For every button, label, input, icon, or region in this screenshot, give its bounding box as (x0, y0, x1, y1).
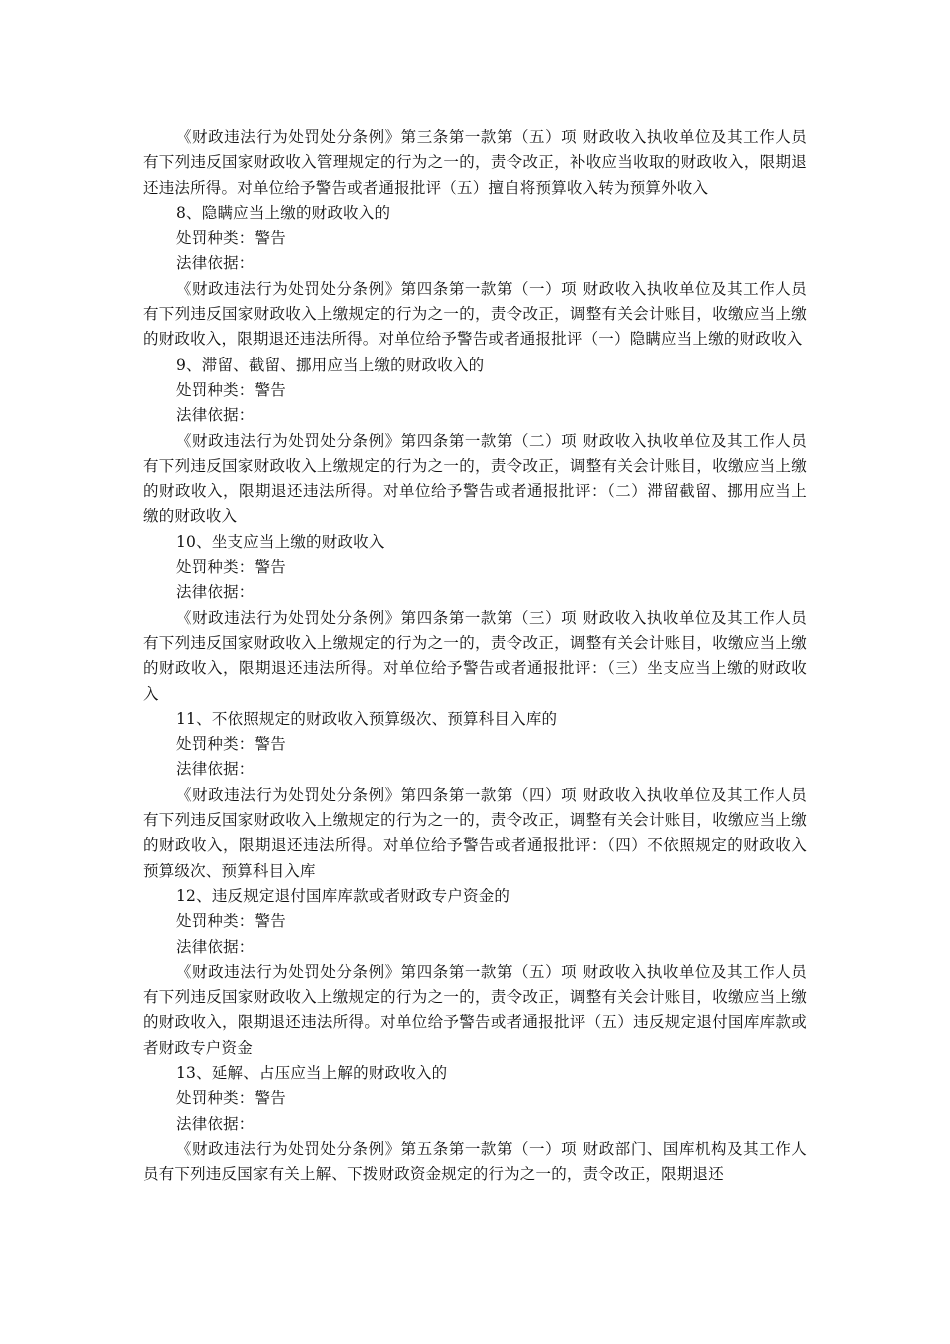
legal-basis-paragraph: 《财政违法行为处罚处分条例》第四条第一款第（三）项 财政收入执收单位及其工作人员有下列违反国家财政收入上缴规定的行为之一的，责令改正，调整有关会计账目，收缴应当上缴的财政收入，限期退还违法所得。对单位给予警告或者通报批评：（三）坐支应当上缴的财政收入 (143, 608, 807, 703)
legal-basis-paragraph: 《财政违法行为处罚处分条例》第四条第一款第（四）项 财政收入执收单位及其工作人员有下列违反国家财政收入上缴规定的行为之一的，责令改正，调整有关会计账目，收缴应当上缴的财政收入，限期退还违法所得。对单位给予警告或者通报批评：（四）不依照规定的财政收入预算级次、预算科目入库 (143, 785, 807, 880)
legal-basis-label: 法律依据： (176, 760, 255, 779)
legal-basis-paragraph: 《财政违法行为处罚处分条例》第五条第一款第（一）项 财政部门、国库机构及其工作人员有下列违反国家有关上解、下拨财政资金规定的行为之一的，责令改正，限期退还 (143, 1139, 807, 1184)
penalty-type-line: 处罚种类：警告 (176, 1089, 286, 1108)
penalty-type-line: 处罚种类：警告 (176, 558, 286, 577)
legal-basis-label: 法律依据： (176, 254, 255, 273)
violation-item-heading: 9、滞留、截留、挪用应当上缴的财政收入的 (176, 355, 485, 374)
legal-basis-paragraph: 《财政违法行为处罚处分条例》第三条第一款第（五）项 财政收入执收单位及其工作人员有下列违反国家财政收入管理规定的行为之一的，责令改正，补收应当收取的财政收入，限期退还违法所得。对单位给予警告或者通报批评（五）擅自将预算收入转为预算外收入 (143, 128, 807, 197)
legal-basis-label: 法律依据： (176, 583, 255, 602)
legal-basis-paragraph: 《财政违法行为处罚处分条例》第四条第一款第（五）项 财政收入执收单位及其工作人员有下列违反国家财政收入上缴规定的行为之一的，责令改正，调整有关会计账目，收缴应当上缴的财政收入，限期退还违法所得。对单位给予警告或者通报批评（五）违反规定退付国库库款或者财政专户资金 (143, 962, 807, 1057)
violation-item-heading: 8、隐瞒应当上缴的财政收入的 (176, 203, 391, 222)
legal-basis-paragraph: 《财政违法行为处罚处分条例》第四条第一款第（一）项 财政收入执收单位及其工作人员有下列违反国家财政收入上缴规定的行为之一的，责令改正，调整有关会计账目，收缴应当上缴的财政收入，限期退还违法所得。对单位给予警告或者通报批评（一）隐瞒应当上缴的财政收入 (143, 279, 807, 349)
legal-basis-label: 法律依据： (176, 406, 255, 425)
legal-basis-paragraph: 《财政违法行为处罚处分条例》第四条第一款第（二）项 财政收入执收单位及其工作人员有下列违反国家财政收入上缴规定的行为之一的，责令改正，调整有关会计账目，收缴应当上缴的财政收入，限期退还违法所得。对单位给予警告或者通报批评：（二）滞留截留、挪用应当上缴的财政收入 (143, 431, 807, 526)
violation-item-heading: 13、延解、占压应当上解的财政收入的 (176, 1063, 448, 1082)
penalty-type-line: 处罚种类：警告 (176, 380, 286, 399)
penalty-type-line: 处罚种类：警告 (176, 229, 286, 248)
violation-item-heading: 11、不依照规定的财政收入预算级次、预算科目入库的 (176, 709, 558, 728)
legal-basis-label: 法律依据： (176, 1114, 255, 1133)
violation-item-heading: 10、坐支应当上缴的财政收入 (176, 532, 385, 551)
violation-item-heading: 12、违反规定退付国库库款或者财政专户资金的 (176, 886, 511, 905)
document-body (143, 125, 807, 1187)
legal-basis-label: 法律依据： (176, 937, 255, 956)
penalty-type-line: 处罚种类：警告 (176, 735, 286, 754)
penalty-type-line: 处罚种类：警告 (176, 912, 286, 931)
